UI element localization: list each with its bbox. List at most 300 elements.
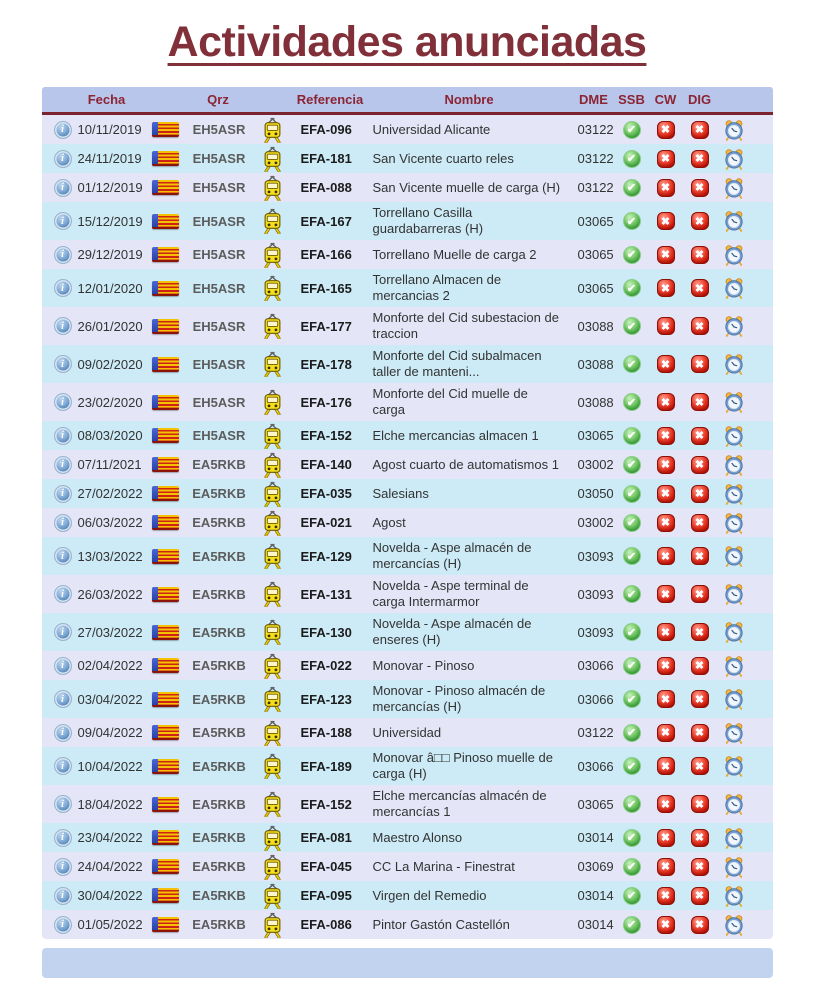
date-cell: 26/01/2020 [77,318,143,334]
ssb-status-icon: ✔ [623,757,641,775]
date-cell: 12/01/2020 [77,280,143,296]
column-header-nombre: Nombre [444,92,494,107]
name-cell: Novelda - Aspe terminal de carga Intermarmor [372,578,529,609]
dig-cell [683,690,717,708]
senyera-flag-icon [152,180,179,195]
table-row [42,785,773,823]
table-header-row [42,87,773,115]
alarm-clock-icon[interactable] [724,856,744,878]
table-row [42,345,773,383]
info-icon[interactable] [54,121,72,139]
tram-icon [261,581,284,607]
table-row [42,718,773,747]
info-icon[interactable] [54,690,72,708]
train-cell [253,825,293,851]
info-cell [42,887,72,905]
info-icon[interactable] [54,456,72,474]
info-cell [42,485,72,503]
name-cell: San Vicente cuarto reles [372,150,514,166]
table-row [42,202,773,240]
alarm-clock-icon[interactable] [724,454,744,476]
senyera-flag-icon [152,725,179,740]
ssb-status-icon: ✔ [623,355,641,373]
cw-cell [649,179,683,197]
name-cell: San Vicente muelle de carga (H) [372,179,561,195]
dme-cell: 03065 [577,213,614,229]
callsign-cell: EA5RKB [192,917,246,932]
ssb-status-icon: ✔ [623,279,641,297]
flag-cell [146,830,186,845]
train-cell [253,389,293,415]
table-row [42,144,773,173]
name-cell: Elche mercancías almacén de mercancías 1 [372,788,547,819]
alarm-clock-icon[interactable] [724,177,744,199]
tram-icon [261,313,284,339]
ssb-status-icon: ✔ [623,795,641,813]
alarm-clock-icon[interactable] [724,793,744,815]
dig-status-icon: ✖ [691,514,709,532]
callsign-cell: EA5RKB [192,586,246,602]
date-cell: 07/11/2021 [77,457,142,472]
date-cell: 08/03/2020 [77,428,143,443]
info-icon[interactable] [54,317,72,335]
reference-cell: EFA-140 [300,457,352,472]
ssb-status-icon: ✔ [623,179,641,197]
alarm-clock-icon[interactable] [724,148,744,170]
cw-status-icon: ✖ [657,317,675,335]
flag-cell [146,759,186,774]
dme-cell: 03088 [577,356,614,372]
ssb-status-icon: ✔ [623,393,641,411]
alarm-clock-icon[interactable] [724,655,744,677]
reference-cell: EFA-131 [300,586,352,602]
reference-cell: EFA-123 [300,691,352,707]
table-row [42,651,773,680]
callsign-cell: EA5RKB [192,457,246,472]
reference-cell: EFA-081 [300,830,352,845]
date-cell: 24/11/2019 [77,151,142,166]
info-icon[interactable] [54,212,72,230]
dig-status-icon: ✖ [691,246,709,264]
reference-cell: EFA-178 [300,356,352,372]
reminder-cell [717,914,751,936]
ssb-status-icon: ✔ [623,547,641,565]
flag-cell [146,917,186,932]
date-cell: 23/04/2022 [77,830,143,845]
tram-icon [261,452,284,478]
reference-cell: EFA-129 [300,548,352,564]
dig-status-icon: ✖ [691,212,709,230]
info-icon[interactable] [54,858,72,876]
column-header-cw: CW [654,92,677,107]
table-row [42,747,773,785]
info-cell [42,585,72,603]
info-cell [42,829,72,847]
cw-cell [649,623,683,641]
alarm-clock-icon[interactable] [724,391,744,413]
ssb-status-icon: ✔ [623,724,641,742]
ssb-status-icon: ✔ [623,887,641,905]
alarm-clock-icon[interactable] [724,688,744,710]
callsign-cell: EH5ASR [192,356,246,372]
callsign-cell: EA5RKB [192,624,246,640]
dme-cell: 03122 [577,151,614,166]
cw-status-icon: ✖ [657,150,675,168]
name-cell: Monovar - Pinoso almacén de mercancías (H) [372,683,546,714]
reminder-cell [717,210,751,232]
ssb-status-icon: ✔ [623,246,641,264]
cw-status-icon: ✖ [657,623,675,641]
date-cell: 09/04/2022 [77,725,143,740]
reference-cell: EFA-152 [300,428,352,443]
dme-cell: 03093 [577,624,614,640]
ssb-status-icon: ✔ [623,121,641,139]
dme-cell: 03002 [577,457,614,472]
alarm-clock-icon[interactable] [724,315,744,337]
name-cell: Virgen del Remedio [372,887,487,903]
dig-cell [683,246,717,264]
senyera-flag-icon [152,759,179,774]
flag-cell [146,281,186,296]
name-cell: Universidad Alicante [372,121,491,137]
reminder-cell [717,353,751,375]
dig-status-icon: ✖ [691,724,709,742]
info-icon[interactable] [54,585,72,603]
callsign-cell: EH5ASR [192,280,246,296]
info-icon[interactable] [54,916,72,934]
reminder-cell [717,177,751,199]
reminder-cell [717,315,751,337]
info-icon[interactable] [54,427,72,445]
dig-cell [683,150,717,168]
activities-table [42,87,773,939]
callsign-cell: EA5RKB [192,725,246,740]
dig-status-icon: ✖ [691,393,709,411]
dig-status-icon: ✖ [691,121,709,139]
cw-cell [649,246,683,264]
dig-cell [683,393,717,411]
tram-icon [261,912,284,938]
alarm-clock-icon[interactable] [724,545,744,567]
dme-cell: 03088 [577,394,614,410]
reference-cell: EFA-086 [300,917,352,932]
flag-cell [146,692,186,707]
info-icon[interactable] [54,514,72,532]
dig-cell [683,585,717,603]
alarm-clock-icon[interactable] [724,244,744,266]
table-row [42,173,773,202]
cw-status-icon: ✖ [657,456,675,474]
dme-cell: 03093 [577,586,614,602]
info-icon[interactable] [54,657,72,675]
date-cell: 15/12/2019 [77,213,143,229]
reminder-cell [717,583,751,605]
flag-cell [146,319,186,334]
tram-icon [261,653,284,679]
ssb-cell [615,795,649,813]
column-header-referencia: Referencia [296,92,364,107]
alarm-clock-icon[interactable] [724,277,744,299]
ssb-cell [615,657,649,675]
info-icon[interactable] [54,246,72,264]
alarm-clock-icon[interactable] [724,621,744,643]
info-cell [42,690,72,708]
column-header-qrz: Qrz [207,92,229,107]
ssb-cell [615,279,649,297]
table-row [42,450,773,479]
info-cell [42,246,72,264]
dig-cell [683,179,717,197]
info-icon[interactable] [54,887,72,905]
info-cell [42,212,72,230]
alarm-clock-icon[interactable] [724,722,744,744]
cw-status-icon: ✖ [657,279,675,297]
info-icon[interactable] [54,150,72,168]
page-title: Actividades anunciadas [167,18,647,66]
cw-status-icon: ✖ [657,427,675,445]
reference-cell: EFA-130 [300,624,352,640]
reference-cell: EFA-152 [300,796,352,812]
dig-cell [683,121,717,139]
train-cell [253,208,293,234]
name-cell: Monforte del Cid subalmacen taller de manteni... [372,348,542,379]
cw-cell [649,279,683,297]
senyera-flag-icon [152,486,179,501]
reference-cell: EFA-188 [300,725,352,740]
reference-cell: EFA-181 [300,151,352,166]
callsign-cell: EA5RKB [192,658,246,673]
date-cell: 26/03/2022 [77,586,143,602]
date-cell: 10/04/2022 [77,758,143,774]
dig-cell [683,795,717,813]
info-icon[interactable] [54,179,72,197]
info-cell [42,355,72,373]
flag-cell [146,247,186,262]
reference-cell: EFA-177 [300,318,352,334]
ssb-cell [615,150,649,168]
dig-cell [683,279,717,297]
flag-cell [146,549,186,564]
flag-cell [146,151,186,166]
dig-cell [683,916,717,934]
dme-cell: 03065 [577,280,614,296]
name-cell: Maestro Alonso [372,829,463,845]
dig-cell [683,657,717,675]
cw-cell [649,916,683,934]
train-cell [253,543,293,569]
callsign-cell: EH5ASR [192,213,246,229]
cw-status-icon: ✖ [657,246,675,264]
tram-icon [261,242,284,268]
dig-status-icon: ✖ [691,456,709,474]
name-cell: Universidad [372,724,442,740]
reference-cell: EFA-165 [300,280,352,296]
train-cell [253,146,293,172]
ssb-status-icon: ✔ [623,657,641,675]
info-cell [42,514,72,532]
info-icon[interactable] [54,757,72,775]
info-icon[interactable] [54,393,72,411]
alarm-clock-icon[interactable] [724,425,744,447]
cw-cell [649,690,683,708]
train-cell [253,854,293,880]
dig-cell [683,724,717,742]
date-cell: 27/02/2022 [77,486,143,501]
alarm-clock-icon[interactable] [724,483,744,505]
flag-cell [146,122,186,137]
senyera-flag-icon [152,457,179,472]
cw-cell [649,858,683,876]
callsign-cell: EH5ASR [192,394,246,410]
senyera-flag-icon [152,549,179,564]
flag-cell [146,587,186,602]
table-row [42,613,773,651]
cw-cell [649,724,683,742]
ssb-status-icon: ✔ [623,427,641,445]
senyera-flag-icon [152,830,179,845]
train-cell [253,242,293,268]
ssb-cell [615,547,649,565]
info-icon[interactable] [54,485,72,503]
column-header-dig: DIG [687,92,712,107]
ssb-status-icon: ✔ [623,317,641,335]
name-cell: Torrellano Muelle de carga 2 [372,246,537,262]
info-cell [42,757,72,775]
cw-status-icon: ✖ [657,393,675,411]
info-icon[interactable] [54,724,72,742]
senyera-flag-icon [152,319,179,334]
cw-cell [649,657,683,675]
date-cell: 01/12/2019 [77,180,143,195]
senyera-flag-icon [152,797,179,812]
alarm-clock-icon[interactable] [724,885,744,907]
ssb-status-icon: ✔ [623,150,641,168]
alarm-clock-icon[interactable] [724,583,744,605]
ssb-cell [615,757,649,775]
dme-cell: 03122 [577,725,614,740]
senyera-flag-icon [152,859,179,874]
reference-cell: EFA-096 [300,122,352,137]
ssb-cell [615,393,649,411]
cw-status-icon: ✖ [657,212,675,230]
info-icon[interactable] [54,547,72,565]
alarm-clock-icon[interactable] [724,119,744,141]
tram-icon [261,720,284,746]
reference-cell: EFA-088 [300,180,352,195]
info-icon[interactable] [54,355,72,373]
ssb-status-icon: ✔ [623,514,641,532]
ssb-cell [615,427,649,445]
reference-cell: EFA-021 [300,515,352,530]
senyera-flag-icon [152,247,179,262]
date-cell: 23/02/2020 [77,394,143,410]
dme-cell: 03066 [577,658,614,673]
tram-icon [261,117,284,143]
reference-cell: EFA-045 [300,859,352,874]
dig-cell [683,858,717,876]
dme-cell: 03069 [577,859,614,874]
ssb-cell [615,456,649,474]
alarm-clock-icon[interactable] [724,827,744,849]
alarm-clock-icon[interactable] [724,914,744,936]
info-icon[interactable] [54,623,72,641]
dme-cell: 03065 [577,428,614,443]
tram-icon [261,791,284,817]
alarm-clock-icon[interactable] [724,755,744,777]
table-row [42,881,773,910]
dig-cell [683,485,717,503]
cw-status-icon: ✖ [657,514,675,532]
reminder-cell [717,148,751,170]
senyera-flag-icon [152,625,179,640]
train-cell [253,313,293,339]
flag-cell [146,428,186,443]
dig-cell [683,623,717,641]
info-cell [42,657,72,675]
name-cell: Pintor Gastón Castellón [372,916,510,932]
info-icon[interactable] [54,829,72,847]
date-cell: 10/11/2019 [77,122,142,137]
tram-icon [261,146,284,172]
alarm-clock-icon[interactable] [724,210,744,232]
ssb-cell [615,121,649,139]
flag-cell [146,658,186,673]
callsign-cell: EH5ASR [192,318,246,334]
dig-status-icon: ✖ [691,485,709,503]
cw-status-icon: ✖ [657,795,675,813]
table-row [42,508,773,537]
train-cell [253,619,293,645]
dig-cell [683,829,717,847]
callsign-cell: EA5RKB [192,796,246,812]
ssb-cell [615,585,649,603]
senyera-flag-icon [152,917,179,932]
dme-cell: 03122 [577,180,614,195]
train-cell [253,581,293,607]
cw-status-icon: ✖ [657,485,675,503]
info-icon[interactable] [54,279,72,297]
info-cell [42,547,72,565]
info-cell [42,317,72,335]
info-icon[interactable] [54,795,72,813]
info-cell [42,427,72,445]
cw-status-icon: ✖ [657,858,675,876]
reference-cell: EFA-035 [300,486,352,501]
senyera-flag-icon [152,587,179,602]
table-row [42,910,773,939]
reminder-cell [717,885,751,907]
callsign-cell: EH5ASR [192,151,246,166]
dme-cell: 03093 [577,548,614,564]
ssb-cell [615,887,649,905]
cw-cell [649,757,683,775]
callsign-cell: EA5RKB [192,888,246,903]
ssb-status-icon: ✔ [623,916,641,934]
tram-icon [261,686,284,712]
alarm-clock-icon[interactable] [724,512,744,534]
dig-status-icon: ✖ [691,916,709,934]
info-cell [42,279,72,297]
reminder-cell [717,755,751,777]
table-row [42,421,773,450]
dig-status-icon: ✖ [691,657,709,675]
reminder-cell [717,856,751,878]
dig-cell [683,757,717,775]
senyera-flag-icon [152,515,179,530]
alarm-clock-icon[interactable] [724,353,744,375]
ssb-status-icon: ✔ [623,212,641,230]
reference-cell: EFA-022 [300,658,352,673]
